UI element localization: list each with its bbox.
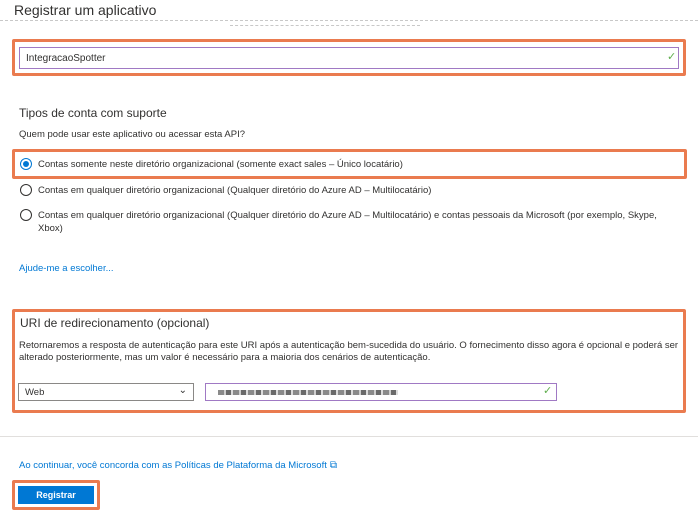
app-name-value: IntegracaoSpotter <box>26 53 106 64</box>
register-button[interactable]: Registrar <box>18 486 94 504</box>
account-types-title: Tipos de conta com suporte <box>19 106 167 120</box>
footer-divider <box>0 436 698 437</box>
policy-link[interactable] <box>19 460 337 471</box>
policy-link-text: Ao continuar, você concorda com as Políticas de Plataforma da Microsoft <box>19 460 327 471</box>
radio-unselected[interactable] <box>20 184 32 196</box>
account-option-multi-tenant-personal[interactable] <box>20 209 680 235</box>
platform-selected-value: Web <box>25 387 45 398</box>
help-choose-link[interactable]: Ajude-me a escolher... <box>19 263 114 274</box>
redirect-title: URI de redirecionamento (opcional) <box>20 316 210 330</box>
account-option-multi-tenant[interactable] <box>20 184 670 197</box>
account-option-single-tenant[interactable] <box>20 158 670 171</box>
external-link-icon: ⧉ <box>329 460 337 471</box>
account-types-question: Quem pode usar este aplicativo ou acessar esta API? <box>19 129 246 140</box>
page-title: Registrar um aplicativo <box>14 2 157 18</box>
check-icon: ✓ <box>543 385 553 397</box>
title-divider <box>0 20 698 21</box>
redacted-uri-value <box>218 390 398 395</box>
chevron-down-icon: ⌄ <box>178 385 187 396</box>
check-icon: ✓ <box>667 51 677 63</box>
redirect-uri-input[interactable] <box>205 383 557 401</box>
redirect-description: Retornaremos a resposta de autenticação para este URI após a autenticação bem-sucedida do usuário. O fornecimento disso agora é opcional e poderá ser alterado posteriormente, mas um valor é necessário para a maioria dos cenários de autenticação. <box>19 340 679 363</box>
account-option-label: Contas em qualquer diretório organizacional (Qualquer diretório do Azure AD – Multilocatário) <box>38 185 432 196</box>
account-option-label: Contas somente neste diretório organizacional (somente exact sales – Único locatário) <box>38 159 403 170</box>
radio-unselected[interactable] <box>20 209 32 221</box>
platform-select[interactable] <box>18 383 194 401</box>
app-name-input[interactable] <box>19 47 679 69</box>
radio-selected[interactable] <box>20 158 32 170</box>
title-divider-secondary <box>230 25 420 26</box>
account-option-label: Contas em qualquer diretório organizacional (Qualquer diretório do Azure AD – Multilocatário) e contas pessoais da Microsoft (por exemplo, Skype, Xbox) <box>38 210 657 234</box>
